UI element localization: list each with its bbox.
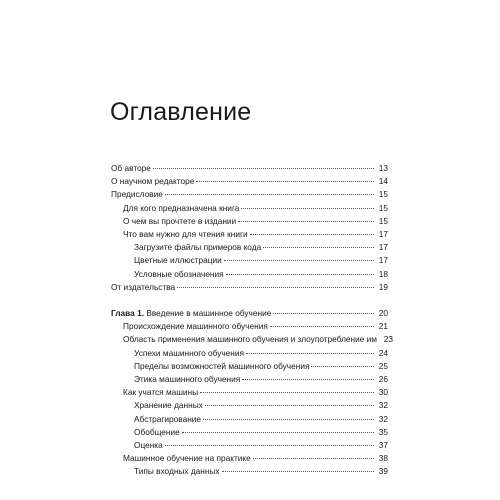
dot-leader: [253, 458, 374, 459]
toc-entry[interactable]: [111, 268, 388, 281]
toc-entry[interactable]: [111, 413, 388, 426]
toc-entry-label: Как учатся машины: [123, 387, 199, 398]
toc-entry-label: Хранение данных: [134, 400, 203, 411]
toc-entry-label: Абстрагирование: [134, 413, 202, 424]
toc-entry-label: Пределы возможностей машинного обучения: [134, 360, 310, 371]
toc-entry-label: Область применения машинного обучения и злоупотребление им: [123, 334, 377, 345]
toc-page-number: 39: [378, 466, 388, 477]
toc-entry-label: Типы входных данных: [134, 466, 220, 477]
toc-page-number: 30: [378, 387, 388, 398]
toc-entry[interactable]: [111, 162, 388, 175]
toc-entry-label: Оценка: [134, 439, 163, 450]
dot-leader: [200, 392, 374, 393]
dot-leader: [226, 274, 374, 275]
toc-page-number: 15: [378, 215, 388, 226]
toc-page-number: 21: [378, 321, 388, 332]
toc-page-number: 24: [378, 347, 388, 358]
toc-page-number: 13: [378, 163, 388, 173]
toc-entry-label: Цветные иллюстрации: [134, 255, 222, 266]
toc-entry[interactable]: [111, 215, 388, 228]
toc-entry[interactable]: [111, 360, 388, 373]
dot-leader: [242, 379, 374, 380]
toc-entry[interactable]: [111, 333, 393, 346]
toc-entry[interactable]: [111, 202, 388, 215]
toc-entry[interactable]: [111, 426, 388, 439]
toc-spacer: [111, 294, 388, 307]
dot-leader: [273, 313, 374, 314]
toc-entry-label: Предисловие: [111, 189, 163, 200]
toc-entry-label: Загрузите файлы примеров кода: [134, 242, 262, 253]
toc-page-number: 15: [378, 189, 388, 200]
toc-entry-label: Условные обозначения: [134, 268, 224, 279]
toc-page-number: 15: [378, 202, 388, 213]
toc-entry-label: [111, 307, 271, 320]
toc-page-number: 18: [378, 268, 388, 279]
toc-page-number: 17: [378, 255, 388, 266]
toc-entry-label: Машинное обучение на практике: [123, 453, 251, 464]
toc-page-number: 20: [378, 308, 388, 319]
toc-chapter-row[interactable]: [111, 307, 388, 320]
toc-page-number: 38: [378, 453, 388, 464]
page-title: Оглавление: [110, 98, 252, 126]
toc-page-number: 26: [378, 374, 388, 384]
chapter-number: Глава 1.: [111, 308, 145, 319]
toc-entry-label: Этика машинного обучения: [134, 374, 241, 384]
toc-entry-label: Для кого предназначена книга: [123, 202, 240, 213]
toc-entry-label: Происхождение машинного обучения: [123, 321, 268, 332]
toc-entry-label: Что вам нужно для чтения книги: [123, 228, 248, 239]
toc-page-number: 23: [383, 334, 393, 345]
toc-entry[interactable]: [111, 175, 388, 188]
dot-leader: [224, 260, 374, 261]
toc-entry-label: О научном редакторе: [111, 176, 195, 187]
toc-page-number: 17: [378, 242, 388, 253]
toc-page-number: 17: [378, 228, 388, 239]
toc-entry[interactable]: [111, 320, 388, 333]
dot-leader: [250, 234, 374, 235]
table-of-contents: [111, 162, 393, 479]
toc-entry[interactable]: [111, 347, 388, 360]
dot-leader: [203, 419, 374, 420]
toc-page-number: 32: [378, 413, 388, 424]
toc-entry[interactable]: [111, 281, 388, 294]
chapter-title: Введение в машинное обучение: [146, 308, 272, 319]
dot-leader: [241, 208, 374, 209]
toc-entry[interactable]: [111, 228, 388, 241]
dot-leader: [270, 326, 374, 327]
dot-leader: [311, 366, 374, 367]
toc-entry[interactable]: [111, 373, 388, 386]
dot-leader: [177, 287, 374, 288]
dot-leader: [165, 194, 374, 195]
toc-entry-label: О чем вы прочтете в издании: [123, 215, 237, 226]
toc-entry[interactable]: [111, 386, 388, 399]
dot-leader: [238, 221, 374, 222]
toc-page-number: 14: [378, 176, 388, 187]
toc-page-number: 35: [378, 426, 388, 437]
dot-leader: [222, 471, 374, 472]
toc-entry-label: Об авторе: [111, 163, 151, 173]
toc-front-matter: [111, 162, 388, 294]
dot-leader: [165, 445, 374, 446]
toc-page-number: 19: [378, 281, 388, 292]
toc-entry-label: От издательства: [111, 281, 176, 292]
toc-entry-label: Успехи машинного обучения: [134, 347, 245, 358]
dot-leader: [263, 247, 374, 248]
toc-entry[interactable]: [111, 254, 388, 267]
dot-leader: [196, 181, 374, 182]
toc-chapter-1-sections: [111, 320, 393, 478]
dot-leader: [153, 168, 374, 169]
toc-entry-label: Обобщение: [134, 426, 180, 437]
toc-page-number: 25: [378, 360, 388, 371]
toc-entry[interactable]: [111, 452, 388, 465]
dot-leader: [246, 353, 374, 354]
toc-entry[interactable]: [111, 439, 388, 452]
toc-entry[interactable]: [111, 465, 388, 478]
toc-page-number: 32: [378, 400, 388, 411]
dot-leader: [205, 405, 374, 406]
toc-entry[interactable]: [111, 241, 388, 254]
toc-entry[interactable]: [111, 399, 388, 412]
dot-leader: [182, 432, 374, 433]
toc-entry[interactable]: [111, 188, 388, 201]
toc-page-number: 37: [378, 439, 388, 450]
